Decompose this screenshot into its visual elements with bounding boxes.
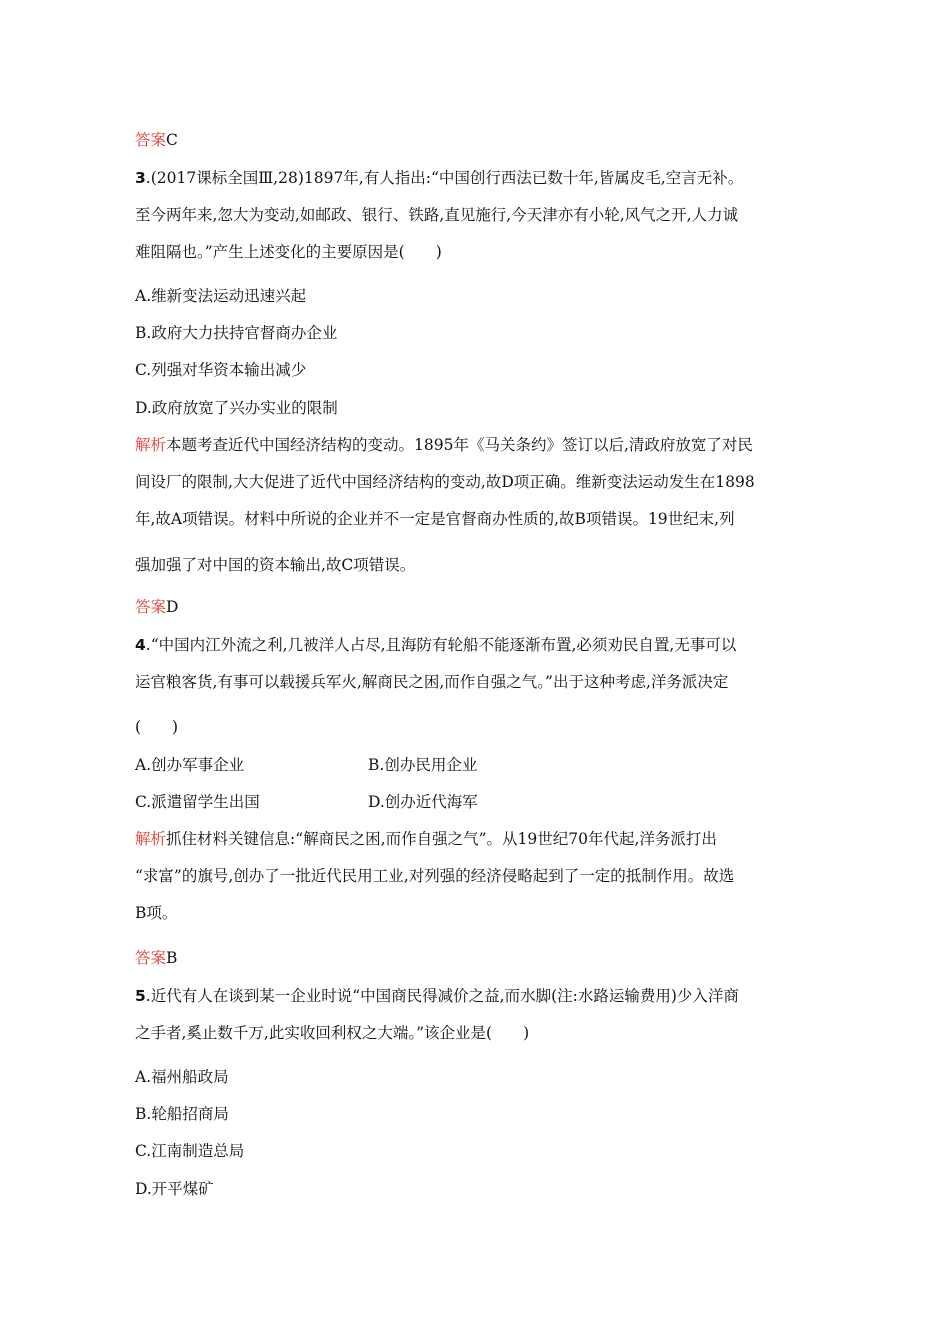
option-b: B.创办民用企业	[368, 756, 478, 774]
analysis-label: 解析	[135, 830, 167, 848]
question-4-line-1	[135, 633, 825, 657]
option-row-2	[135, 790, 825, 814]
answer-value: D	[166, 598, 179, 616]
option-d: D.开平煤矿	[135, 1180, 214, 1198]
question-3-line-3: 难阻隔也。”产生上述变化的主要原因是( )	[135, 243, 442, 261]
question-text: .“中国内江外流之利,几被洋人占尽,且海防有轮船不能逐渐布置,必须劝民自置,无事可以	[145, 636, 737, 654]
question-4-line-3: ( )	[135, 718, 179, 736]
answer-value: B	[166, 949, 178, 967]
answer-line	[135, 946, 825, 970]
answer-label: 答案	[135, 131, 167, 149]
analysis-label: 解析	[135, 436, 167, 454]
option-c: C.派遣留学生出国	[135, 793, 260, 811]
option-c: C.江南制造总局	[135, 1142, 245, 1160]
option-b: B.政府大力扶持官督商办企业	[135, 324, 338, 342]
question-number: 4	[135, 636, 146, 654]
question-5-line-2: 之手者,奚止数千万,此实收回利权之大端。”该企业是( )	[135, 1024, 530, 1042]
question-text: .(2017课标全国Ⅲ,28)1897年,有人指出:“中国创行西法已数十年,皆属皮毛,空言无补。	[145, 169, 744, 187]
question-5-line-1	[135, 984, 825, 1008]
analysis-text: 本题考查近代中国经济结构的变动。1895年《马关条约》签订以后,清政府放宽了对民	[166, 436, 753, 454]
answer-line	[135, 595, 825, 619]
analysis-line-4: 强加强了对中国的资本输出,故C项错误。	[135, 556, 416, 574]
answer-label: 答案	[135, 598, 167, 616]
analysis-line-2: “求富”的旗号,创办了一批近代民用工业,对列强的经济侵略起到了一定的抵制作用。故选	[135, 867, 735, 885]
question-3-line-2: 至今两年来,忽大为变动,如邮政、银行、铁路,直见施行,今天津亦有小轮,风气之开,人力诚	[135, 206, 739, 224]
analysis-line-3: B项。	[135, 904, 178, 922]
option-a: A.福州船政局	[135, 1068, 229, 1086]
question-number: 3	[135, 169, 146, 187]
option-row-1	[135, 753, 825, 777]
answer-label: 答案	[135, 949, 167, 967]
option-d: D.创办近代海军	[368, 793, 478, 811]
analysis-line-1	[135, 433, 825, 457]
option-a: A.创办军事企业	[135, 756, 245, 774]
option-c: C.列强对华资本输出减少	[135, 361, 307, 379]
question-4-line-2: 运官粮客货,有事可以载援兵军火,解商民之困,而作自强之气。”出于这种考虑,洋务派决定	[135, 673, 729, 691]
question-number: 5	[135, 987, 146, 1005]
analysis-text: 抓住材料关键信息:“解商民之困,而作自强之气”。从19世纪70年代起,洋务派打出	[166, 830, 717, 848]
option-d: D.政府放宽了兴办实业的限制	[135, 399, 338, 417]
analysis-line-2: 间设厂的限制,大大促进了近代中国经济结构的变动,故D项正确。维新变法运动发生在1898	[135, 473, 755, 491]
analysis-line-1	[135, 827, 825, 851]
answer-value: C	[166, 131, 178, 149]
question-text: .近代有人在谈到某一企业时说“中国商民得减价之益,而水脚(注:水路运输费用)少入洋商	[145, 987, 739, 1005]
analysis-line-3: 年,故A项错误。材料中所说的企业并不一定是官督商办性质的,故B项错误。19世纪末,列	[135, 510, 735, 528]
question-3-line-1	[135, 166, 825, 190]
answer-line	[135, 128, 825, 152]
option-a: A.维新变法运动迅速兴起	[135, 287, 307, 305]
option-b: B.轮船招商局	[135, 1105, 229, 1123]
